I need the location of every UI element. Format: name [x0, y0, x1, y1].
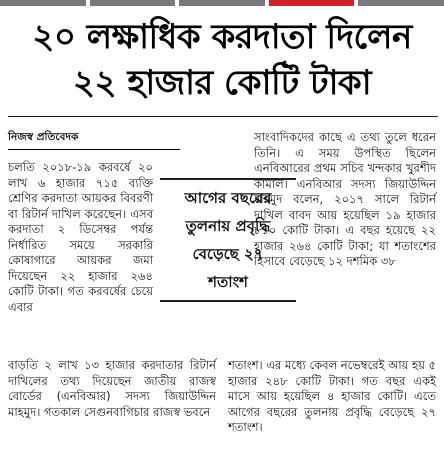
headline-divider — [8, 116, 438, 117]
top-bar-segment — [90, 0, 176, 6]
top-bar-segment — [0, 0, 86, 6]
headline — [0, 14, 444, 106]
article-paragraph: চলতি ২০১৮-১৯ করবর্ষে ২০ লাখ ৬ হাজার ৭১৫ ব্যক্তি শ্রেণির করদাতা আয়কর বিবরণী বা রিটার্ন দাখিল করেছেন। এসব করদাতা ২ ডিসেম্বর পর্যন্ত নির্ধারিত সময়ে সরকারি কোষাগারে আয়কর জমা দিয়েছেন ২২ হাজার ২৬৪ কোটি টাকা। গত করবর্ষের চেয়ে এবার — [8, 160, 153, 314]
pull-quote-line-1: আগের বছরের — [184, 189, 272, 207]
top-color-bar — [0, 0, 444, 6]
article-paragraph: সাংবাদিকদের কাছে এ তথ্য তুলে ধরেন তিনি। এ সময় উপস্থিত ছিলেন এনবিআরের প্রথম সচিব খন্দকার খুরশীদ কামাল। এনবিআর সদস্য জিয়াউদ্দিন মাহমুদ বলেন, ২০১৭ সালে রিটার্ন দাখিল বাবদ আয় হয়েছিল ১৯ হাজার ৮১০ কোটি টাকা। এ বছর হয়েছে ২২ হাজার ২৬৪ কোটি টাকা; যা শতাংশের হিসাবে বেড়েছে ১২ দশমিক ৩৮ — [254, 130, 436, 268]
article-paragraph-bottom-right: শতাংশ। এর মধ্যে কেবল নভেম্বরেই আয় হয় ৫ হাজার ২৪৮ কোটি টাকা। গত বছর একই মাসে আয় হয়েছিল ৪ হাজার কোটি। এতে আগের বছরের তুলনায় প্রবৃদ্ধি বেড়েছে ২৭ শতাংশ। — [228, 358, 436, 434]
pull-quote-line-4: শতাংশ — [208, 273, 248, 291]
top-bar-segment-red — [269, 0, 355, 6]
article-bottom-section — [8, 358, 436, 436]
top-bar-segment — [179, 0, 265, 6]
pull-quote-line-2: তুলনায় প্রবৃদ্ধি — [185, 217, 271, 235]
byline: নিজস্ব প্রতিবেদক — [8, 130, 180, 150]
article-column-right — [254, 130, 436, 270]
article-column-left — [8, 160, 153, 315]
pull-quote-line-3: বেড়েছে ২৭ — [192, 245, 264, 263]
article-paragraph-bottom-left: বাড়তি ২ লাখ ১৩ হাজার করদাতার রিটার্ন দাখিলের তথ্য দিয়েছেন জাতীয় রাজস্ব বোর্ডের (এনবিআর) সদস্য জিয়াউদ্দিন মাহমুদ। গতকাল সেগুনবাগিচার রাজস্ব ভবনে — [8, 358, 216, 419]
headline-line-1: ২০ লক্ষাধিক করদাতা দিলেন — [32, 17, 412, 57]
headline-line-2: ২২ হাজার কোটি টাকা — [72, 63, 372, 103]
top-bar-segment — [358, 0, 444, 6]
